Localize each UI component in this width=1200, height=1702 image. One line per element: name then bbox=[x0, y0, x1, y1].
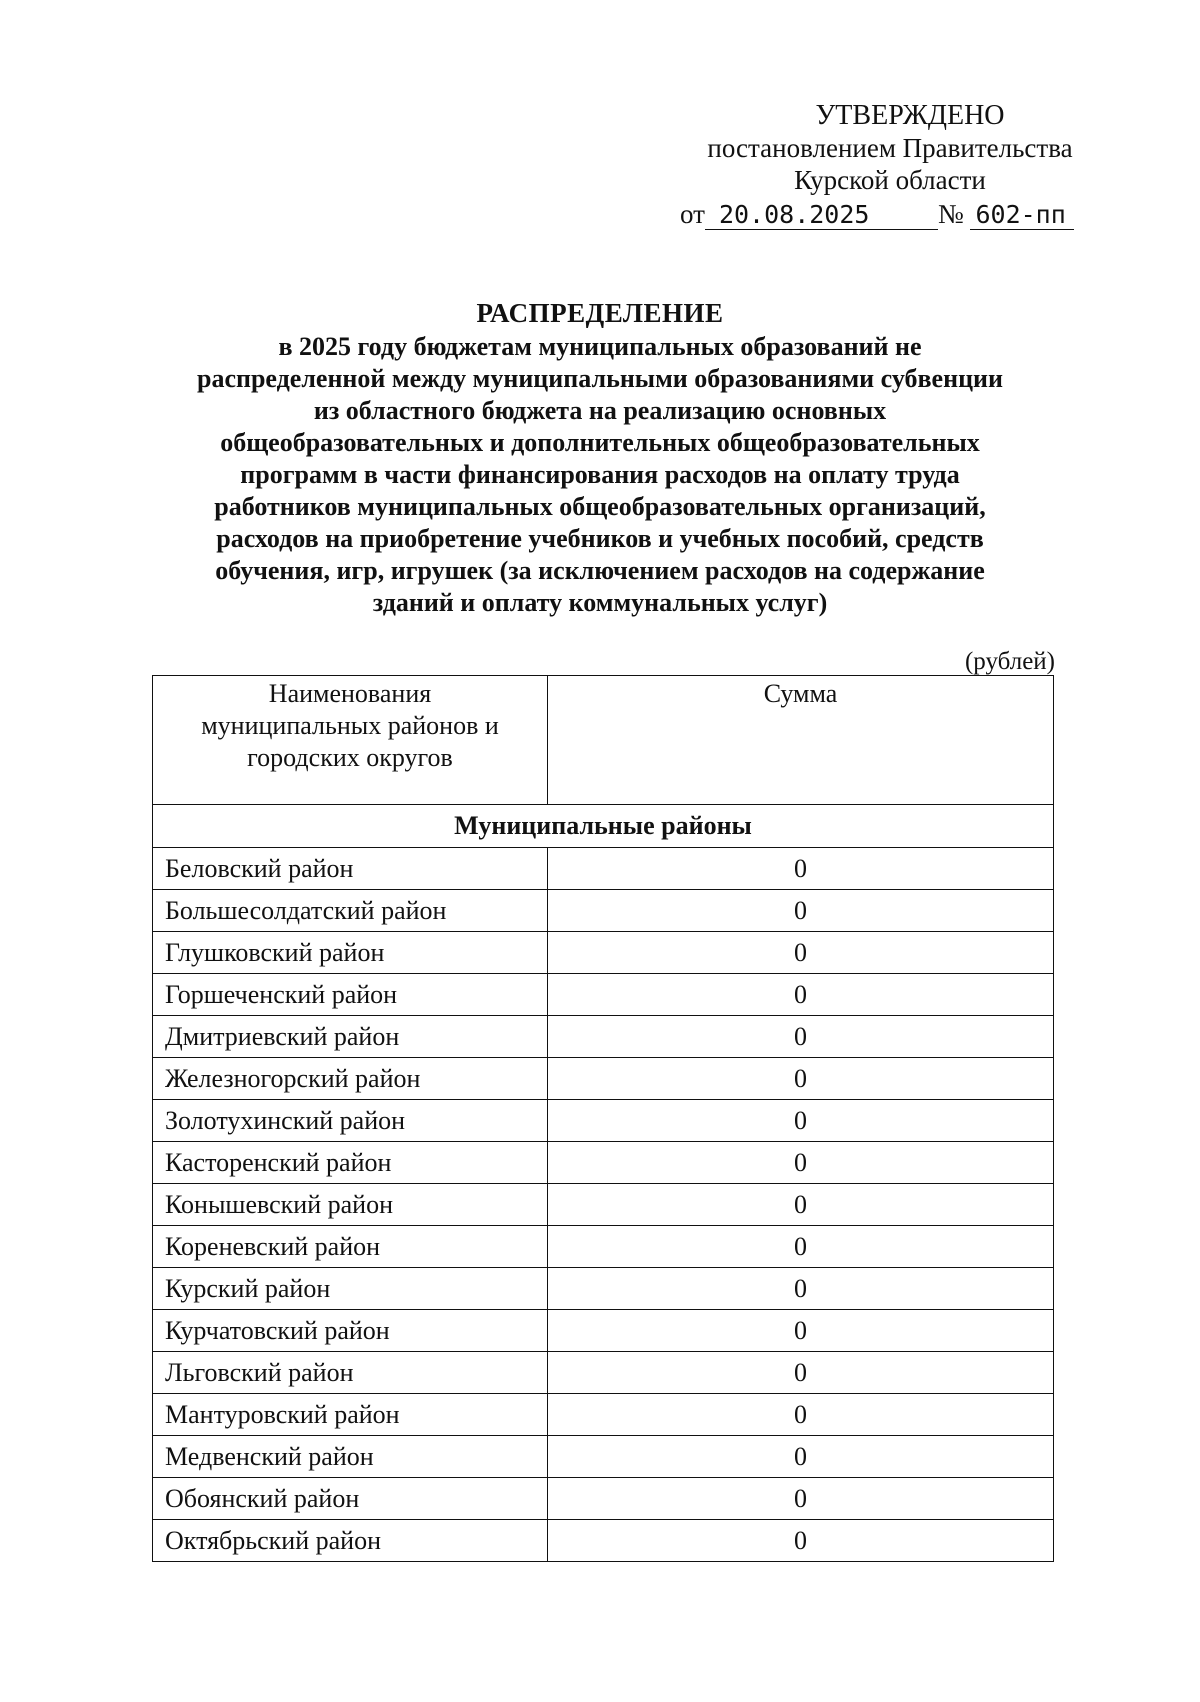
district-sum: 0 bbox=[548, 974, 1054, 1016]
district-name: Горшеченский район bbox=[153, 974, 548, 1016]
title-line: из областного бюджета на реализацию основных bbox=[313, 396, 887, 425]
district-name: Глушковский район bbox=[153, 932, 548, 974]
district-name: Железногорский район bbox=[153, 1058, 548, 1100]
district-name: Конышевский район bbox=[153, 1184, 548, 1226]
section-title: Муниципальные районы bbox=[153, 805, 1054, 848]
district-name: Беловский район bbox=[153, 848, 548, 890]
district-name: Кореневский район bbox=[153, 1226, 548, 1268]
district-name: Октябрьский район bbox=[153, 1520, 548, 1562]
document-title bbox=[140, 297, 1060, 619]
title-main: РАСПРЕДЕЛЕНИЕ bbox=[476, 298, 724, 328]
title-line: в 2025 году бюджетам муниципальных образований не bbox=[278, 332, 922, 361]
header-sum: Сумма bbox=[548, 676, 1054, 805]
district-sum: 0 bbox=[548, 1310, 1054, 1352]
district-sum: 0 bbox=[548, 1016, 1054, 1058]
district-sum: 0 bbox=[548, 1100, 1054, 1142]
district-name: Касторенский район bbox=[153, 1142, 548, 1184]
table-row bbox=[153, 1478, 1054, 1520]
district-sum: 0 bbox=[548, 932, 1054, 974]
table-row bbox=[153, 1226, 1054, 1268]
approval-date: 20.08.2025 bbox=[705, 202, 938, 230]
table-row bbox=[153, 1436, 1054, 1478]
district-sum: 0 bbox=[548, 1268, 1054, 1310]
district-name: Курский район bbox=[153, 1268, 548, 1310]
district-sum: 0 bbox=[548, 1058, 1054, 1100]
district-sum: 0 bbox=[548, 1436, 1054, 1478]
table-row bbox=[153, 1268, 1054, 1310]
district-sum: 0 bbox=[548, 848, 1054, 890]
table-header-row bbox=[153, 676, 1054, 805]
table-row bbox=[153, 1310, 1054, 1352]
title-line: обучения, игр, игрушек (за исключением расходов на содержание bbox=[215, 556, 985, 585]
title-line: распределенной между муниципальными образованиями субвенции bbox=[196, 364, 1004, 393]
table-row bbox=[153, 848, 1054, 890]
table-row bbox=[153, 974, 1054, 1016]
title-line: зданий и оплату коммунальных услуг) bbox=[372, 588, 828, 617]
district-sum: 0 bbox=[548, 890, 1054, 932]
distribution-table bbox=[152, 675, 1054, 1562]
district-sum: 0 bbox=[548, 1478, 1054, 1520]
approval-line-1: постановлением Правительства bbox=[707, 133, 1073, 163]
units-label: (рублей) bbox=[964, 648, 1055, 675]
header-name-line: городских округов bbox=[247, 743, 453, 772]
approval-heading: УТВЕРЖДЕНО bbox=[815, 100, 1005, 131]
header-name-line: муниципальных районов и bbox=[201, 711, 499, 740]
table-row bbox=[153, 1184, 1054, 1226]
district-name: Курчатовский район bbox=[153, 1310, 548, 1352]
district-sum: 0 bbox=[548, 1184, 1054, 1226]
approval-line-2: Курской области bbox=[794, 165, 986, 195]
title-line: программ в части финансирования расходов на оплату труда bbox=[240, 460, 960, 489]
district-name: Мантуровский район bbox=[153, 1394, 548, 1436]
header-name bbox=[153, 676, 548, 805]
header-name-line: Наименования bbox=[268, 679, 432, 708]
table-row bbox=[153, 1016, 1054, 1058]
table-row bbox=[153, 1058, 1054, 1100]
district-sum: 0 bbox=[548, 1520, 1054, 1562]
district-name: Золотухинский район bbox=[153, 1100, 548, 1142]
table-row bbox=[153, 1394, 1054, 1436]
district-sum: 0 bbox=[548, 1142, 1054, 1184]
table-row bbox=[153, 1520, 1054, 1562]
table-row bbox=[153, 1142, 1054, 1184]
table-row bbox=[153, 1100, 1054, 1142]
table-row bbox=[153, 890, 1054, 932]
title-line: общеобразовательных и дополнительных общеобразовательных bbox=[220, 428, 980, 457]
number-prefix: № bbox=[937, 199, 964, 229]
approval-date-number-row bbox=[680, 198, 1100, 230]
district-name: Медвенский район bbox=[153, 1436, 548, 1478]
table-row bbox=[153, 1352, 1054, 1394]
district-name: Обоянский район bbox=[153, 1478, 548, 1520]
district-sum: 0 bbox=[548, 1352, 1054, 1394]
date-prefix: от bbox=[680, 199, 705, 229]
district-name: Льговский район bbox=[153, 1352, 548, 1394]
table-row bbox=[153, 932, 1054, 974]
section-row bbox=[153, 805, 1054, 848]
title-line: расходов на приобретение учебников и учебных пособий, средств bbox=[216, 524, 984, 553]
district-name: Дмитриевский район bbox=[153, 1016, 548, 1058]
approval-number: 602-пп bbox=[970, 202, 1074, 230]
approval-stamp bbox=[680, 100, 1100, 230]
district-name: Большесолдатский район bbox=[153, 890, 548, 932]
district-sum: 0 bbox=[548, 1394, 1054, 1436]
title-line: работников муниципальных общеобразовательных организаций, bbox=[214, 492, 986, 521]
district-sum: 0 bbox=[548, 1226, 1054, 1268]
